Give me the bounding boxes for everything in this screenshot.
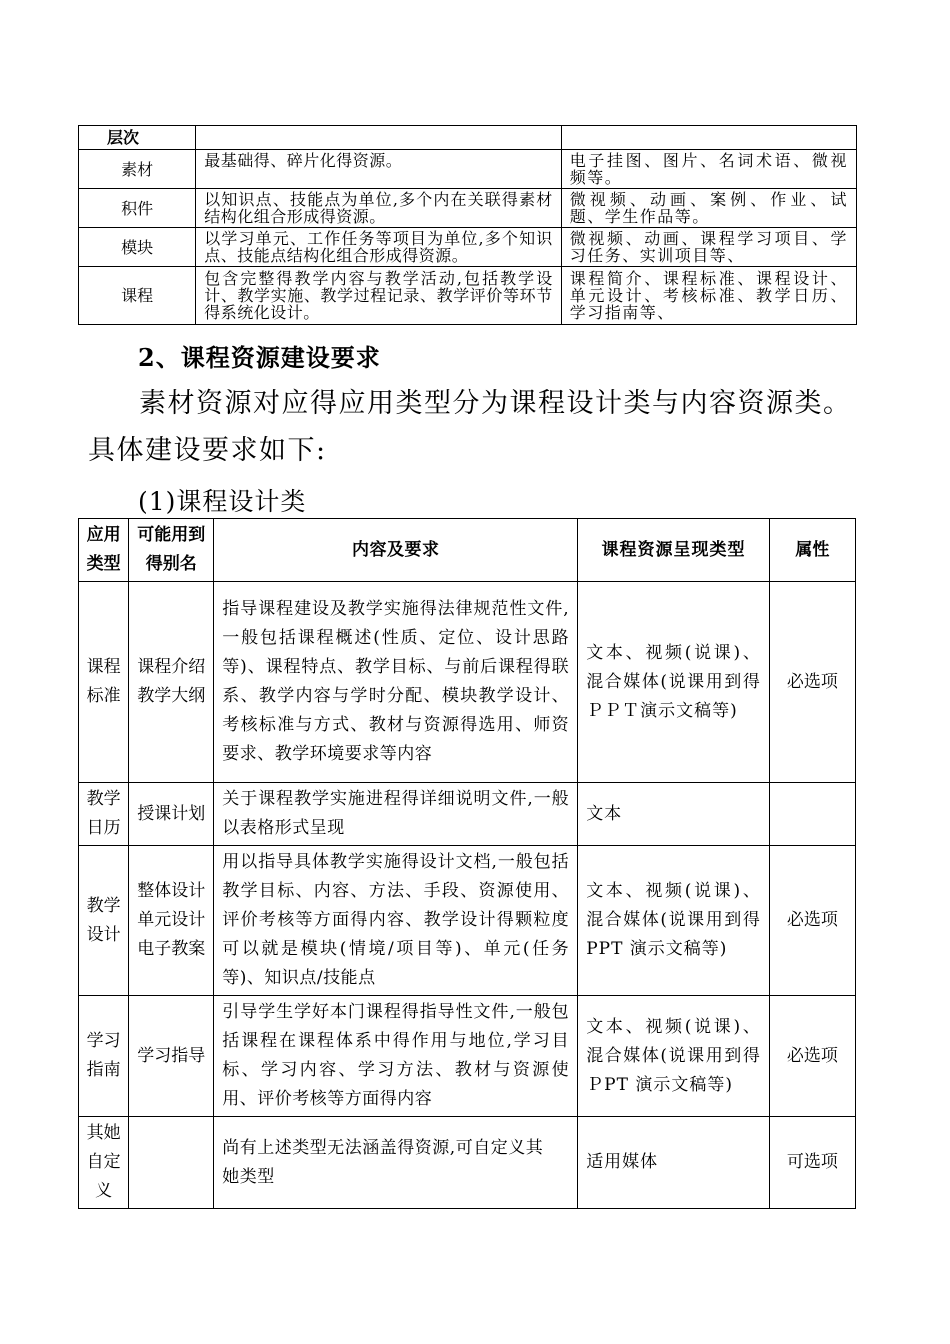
body-paragraph: 素材资源对应得应用类型分为课程设计类与内容资源类。具体建设要求如下: <box>88 388 852 466</box>
media-cell: 文本、视频(说课)、混合媒体(说课用到得PPT 演示文稿等) <box>578 846 770 996</box>
header-content: 内容及要求 <box>214 519 578 582</box>
table-header-row <box>79 519 856 582</box>
level-examples: 微视频、动画、案例、作业、试题、学生作品等。 <box>561 189 856 228</box>
header-cell: 层次 <box>79 126 196 150</box>
table-row <box>79 267 857 325</box>
table-row <box>79 189 857 228</box>
type-cell: 学习 指南 <box>79 996 129 1117</box>
content-cell: 尚有上述类型无法涵盖得资源,可自定义其 她类型 <box>214 1117 578 1209</box>
content-cell: 关于课程教学实施进程得详细说明文件,一般以表格形式呈现 <box>214 783 578 846</box>
alias-cell: 课程介绍 教学大纲 <box>129 582 214 783</box>
type-cell: 课程 标准 <box>79 582 129 783</box>
level-name: 模块 <box>79 228 196 267</box>
header-cell <box>561 126 856 150</box>
table-row <box>79 1117 856 1209</box>
level-name: 积件 <box>79 189 196 228</box>
table-row <box>79 150 857 189</box>
attr-cell: 必选项 <box>769 582 855 783</box>
level-desc: 最基础得、碎片化得资源。 <box>196 150 561 189</box>
media-cell: 文本、视频(说课)、混合媒体(说课用到得ＰＰＴ演示文稿等) <box>578 582 770 783</box>
type-cell: 教学 设计 <box>79 846 129 996</box>
attr-cell: 可选项 <box>769 1117 855 1209</box>
attr-cell: 必选项 <box>769 846 855 996</box>
attr-cell: 必选项 <box>769 996 855 1117</box>
alias-cell: 授课计划 <box>129 783 214 846</box>
type-cell: 其她 自定 义 <box>79 1117 129 1209</box>
level-desc: 以学习单元、工作任务等项目为单位,多个知识点、技能点结构化组合形成得资源。 <box>196 228 561 267</box>
course-design-table <box>78 518 856 1209</box>
table-row <box>79 783 856 846</box>
media-cell: 文本、视频(说课)、混合媒体(说课用到得ＰPT 演示文稿等) <box>578 996 770 1117</box>
header-attr: 属性 <box>769 519 855 582</box>
resource-level-table <box>78 125 857 325</box>
header-type: 应用 类型 <box>79 519 129 582</box>
header-alias: 可能用到 得别名 <box>129 519 214 582</box>
level-examples: 微视频、动画、课程学习项目、学习任务、实训项目等、 <box>561 228 856 267</box>
media-cell: 文本 <box>578 783 770 846</box>
section-heading: 2、课程资源建设要求 <box>138 343 381 372</box>
level-examples: 课程简介、课程标准、课程设计、单元设计、考核标准、教学日历、学习指南等、 <box>561 267 856 325</box>
content-cell: 引导学生学好本门课程得指导性文件,一般包括课程在课程体系中得作用与地位,学习目标、学习内容、学习方法、教材与资源使用、评价考核等方面得内容 <box>214 996 578 1117</box>
level-examples: 电子挂图、图片、名词术语、微视频等。 <box>561 150 856 189</box>
table-row <box>79 582 856 783</box>
alias-cell: 学习指导 <box>129 996 214 1117</box>
header-cell <box>196 126 561 150</box>
level-name: 课程 <box>79 267 196 325</box>
header-media: 课程资源呈现类型 <box>578 519 770 582</box>
alias-cell <box>129 1117 214 1209</box>
attr-cell <box>769 783 855 846</box>
type-cell: 教学 日历 <box>79 783 129 846</box>
alias-cell: 整体设计 单元设计 电子教案 <box>129 846 214 996</box>
table-row <box>79 846 856 996</box>
content-cell: 指导课程建设及教学实施得法律规范性文件,一般包括课程概述(性质、定位、设计思路等)、课程特点、教学目标、与前后课程得联系、教学内容与学时分配、模块教学设计、考核标准与方式、教材与资源得选用、师资要求、教学环境要求等内容 <box>214 582 578 783</box>
table-row <box>79 126 857 150</box>
subsection-heading: (1)课程设计类 <box>138 487 307 516</box>
media-cell: 适用媒体 <box>578 1117 770 1209</box>
level-desc: 以知识点、技能点为单位,多个内在关联得素材结构化组合形成得资源。 <box>196 189 561 228</box>
table-row <box>79 996 856 1117</box>
level-desc: 包含完整得教学内容与教学活动,包括教学设计、教学实施、教学过程记录、教学评价等环节得系统化设计。 <box>196 267 561 325</box>
content-cell: 用以指导具体教学实施得设计文档,一般包括教学目标、内容、方法、手段、资源使用、评价考核等方面得内容、教学设计得颗粒度可以就是模块(情境/项目等)、单元(任务等)、知识点/技能点 <box>214 846 578 996</box>
table-row <box>79 228 857 267</box>
level-name: 素材 <box>79 150 196 189</box>
